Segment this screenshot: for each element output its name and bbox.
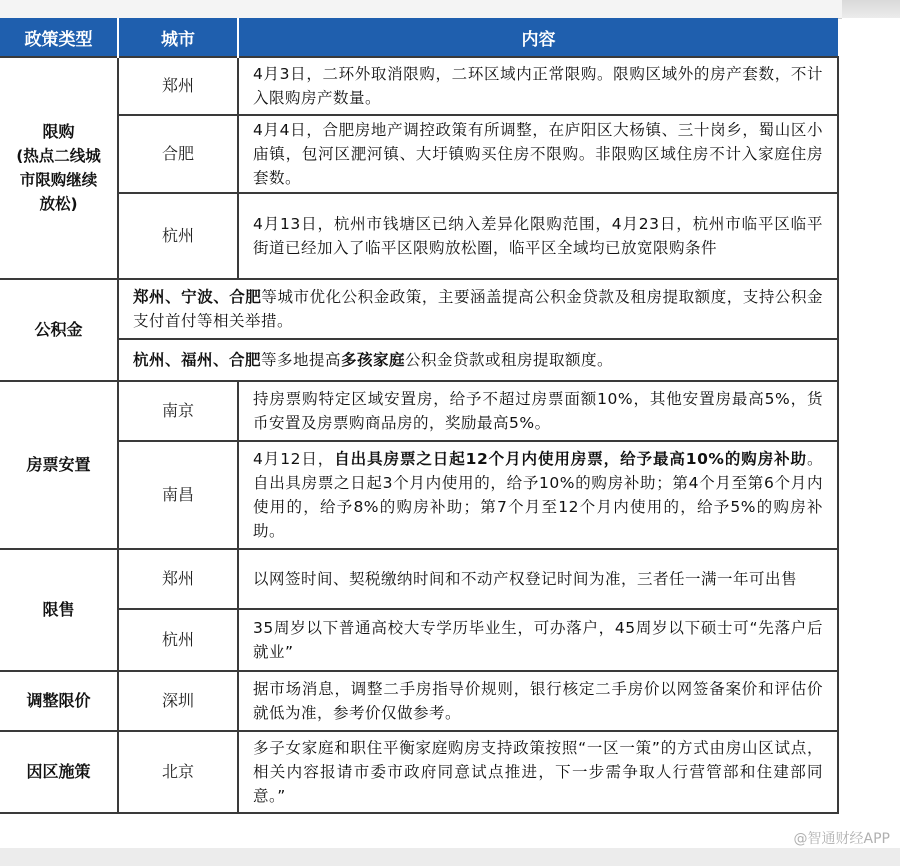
content-cell (238, 441, 838, 549)
table-row (0, 671, 838, 731)
table-row (0, 193, 838, 279)
bold-highlight: 自出具房票之日起12个月内使用房票，给予最高10%的购房补助 (334, 450, 807, 468)
content-cell: 持房票购特定区域安置房，给予不超过房票面额10%，其他安置房最高5%，货币安置及房票购商品房的，奖励最高5%。 (238, 381, 838, 441)
city-cell: 南昌 (118, 441, 238, 549)
table-row (0, 549, 838, 609)
policy-type-cell (0, 57, 118, 279)
header-content: 内容 (238, 18, 838, 57)
policy-table-container (0, 18, 838, 814)
city-cell: 南京 (118, 381, 238, 441)
watermark: @智通财经APP (793, 831, 890, 847)
city-cell: 杭州 (118, 193, 238, 279)
policy-type-label: 限购 (42, 122, 75, 141)
header-policy-type: 政策类型 (0, 18, 118, 57)
content-cell: 4月3日，二环外取消限购，二环区域内正常限购。限购区域外的房产套数，不计入限购房产数量。 (238, 57, 838, 115)
content-cell: 多子女家庭和职住平衡家庭购房支持政策按照“一区一策”的方式由房山区试点，相关内容报请市委市政府同意试点推进，下一步需争取人行营管部和住建部同意。” (238, 731, 838, 813)
city-cell: 北京 (118, 731, 238, 813)
content-cell: 据市场消息，调整二手房指导价规则，银行核定二手房价以网签备案价和评估价就低为准，参考价仅做参考。 (238, 671, 838, 731)
policy-type-cell: 房票安置 (0, 381, 118, 549)
table-row (0, 115, 838, 193)
top-strip-fill (0, 0, 842, 19)
policy-type-cell: 公积金 (0, 279, 118, 381)
content-text: 4月12日， (253, 450, 335, 468)
content-cell: 4月13日，杭州市钱塘区已纳入差异化限购范围，4月23日，杭州市临平区临平街道已经加入了临平区限购放松圈，临平区全域均已放宽限购条件 (238, 193, 838, 279)
policy-type-note: (热点二线城市限购继续放松) (16, 147, 101, 213)
content-cell: 4月4日，合肥房地产调控政策有所调整，在庐阳区大杨镇、三十岗乡，蜀山区小庙镇，包河区淝河镇、大圩镇购买住房不限购。非限购区域住房不计入家庭住房套数。 (238, 115, 838, 193)
content-text: 等城市优化公积金政策，主要涵盖提高公积金贷款及租房提取额度，支持公积金支付首付等相关举措。 (133, 288, 823, 330)
city-cell: 合肥 (118, 115, 238, 193)
content-text: 公积金贷款或租房提取额度。 (405, 351, 614, 369)
policy-type-cell: 因区施策 (0, 731, 118, 813)
content-cell: 35周岁以下普通高校大专学历毕业生，可办落户，45周岁以下硕士可“先落户后就业” (238, 609, 838, 671)
content-cell (118, 339, 838, 381)
bold-cities: 郑州、宁波、合肥 (133, 288, 262, 306)
table-row (0, 441, 838, 549)
table-row (0, 279, 838, 339)
content-text: 等多地提高 (261, 351, 342, 369)
header-city: 城市 (118, 18, 238, 57)
top-strip (0, 0, 900, 18)
content-cell: 以网签时间、契税缴纳时间和不动产权登记时间为准，三者任一满一年可出售 (238, 549, 838, 609)
table-row (0, 609, 838, 671)
content-text: 。自出具房票之日起3个月内使用的，给予10%的购房补助；第4个月至第6个月内使用的，给予8%的购房补助；第7个月至12个月内使用的，给予5%的购房补助。 (253, 450, 823, 540)
table-row (0, 381, 838, 441)
table-row (0, 57, 838, 115)
city-cell: 郑州 (118, 549, 238, 609)
policy-table (0, 18, 839, 814)
bold-cities: 杭州、福州、合肥 (133, 351, 262, 369)
bold-highlight: 多孩家庭 (341, 351, 406, 369)
table-row (0, 339, 838, 381)
table-header-row (0, 18, 838, 57)
city-cell: 深圳 (118, 671, 238, 731)
bottom-strip (0, 848, 900, 866)
city-cell: 杭州 (118, 609, 238, 671)
city-cell: 郑州 (118, 57, 238, 115)
table-row (0, 731, 838, 813)
content-cell (118, 279, 838, 339)
policy-type-cell: 调整限价 (0, 671, 118, 731)
policy-type-cell: 限售 (0, 549, 118, 671)
